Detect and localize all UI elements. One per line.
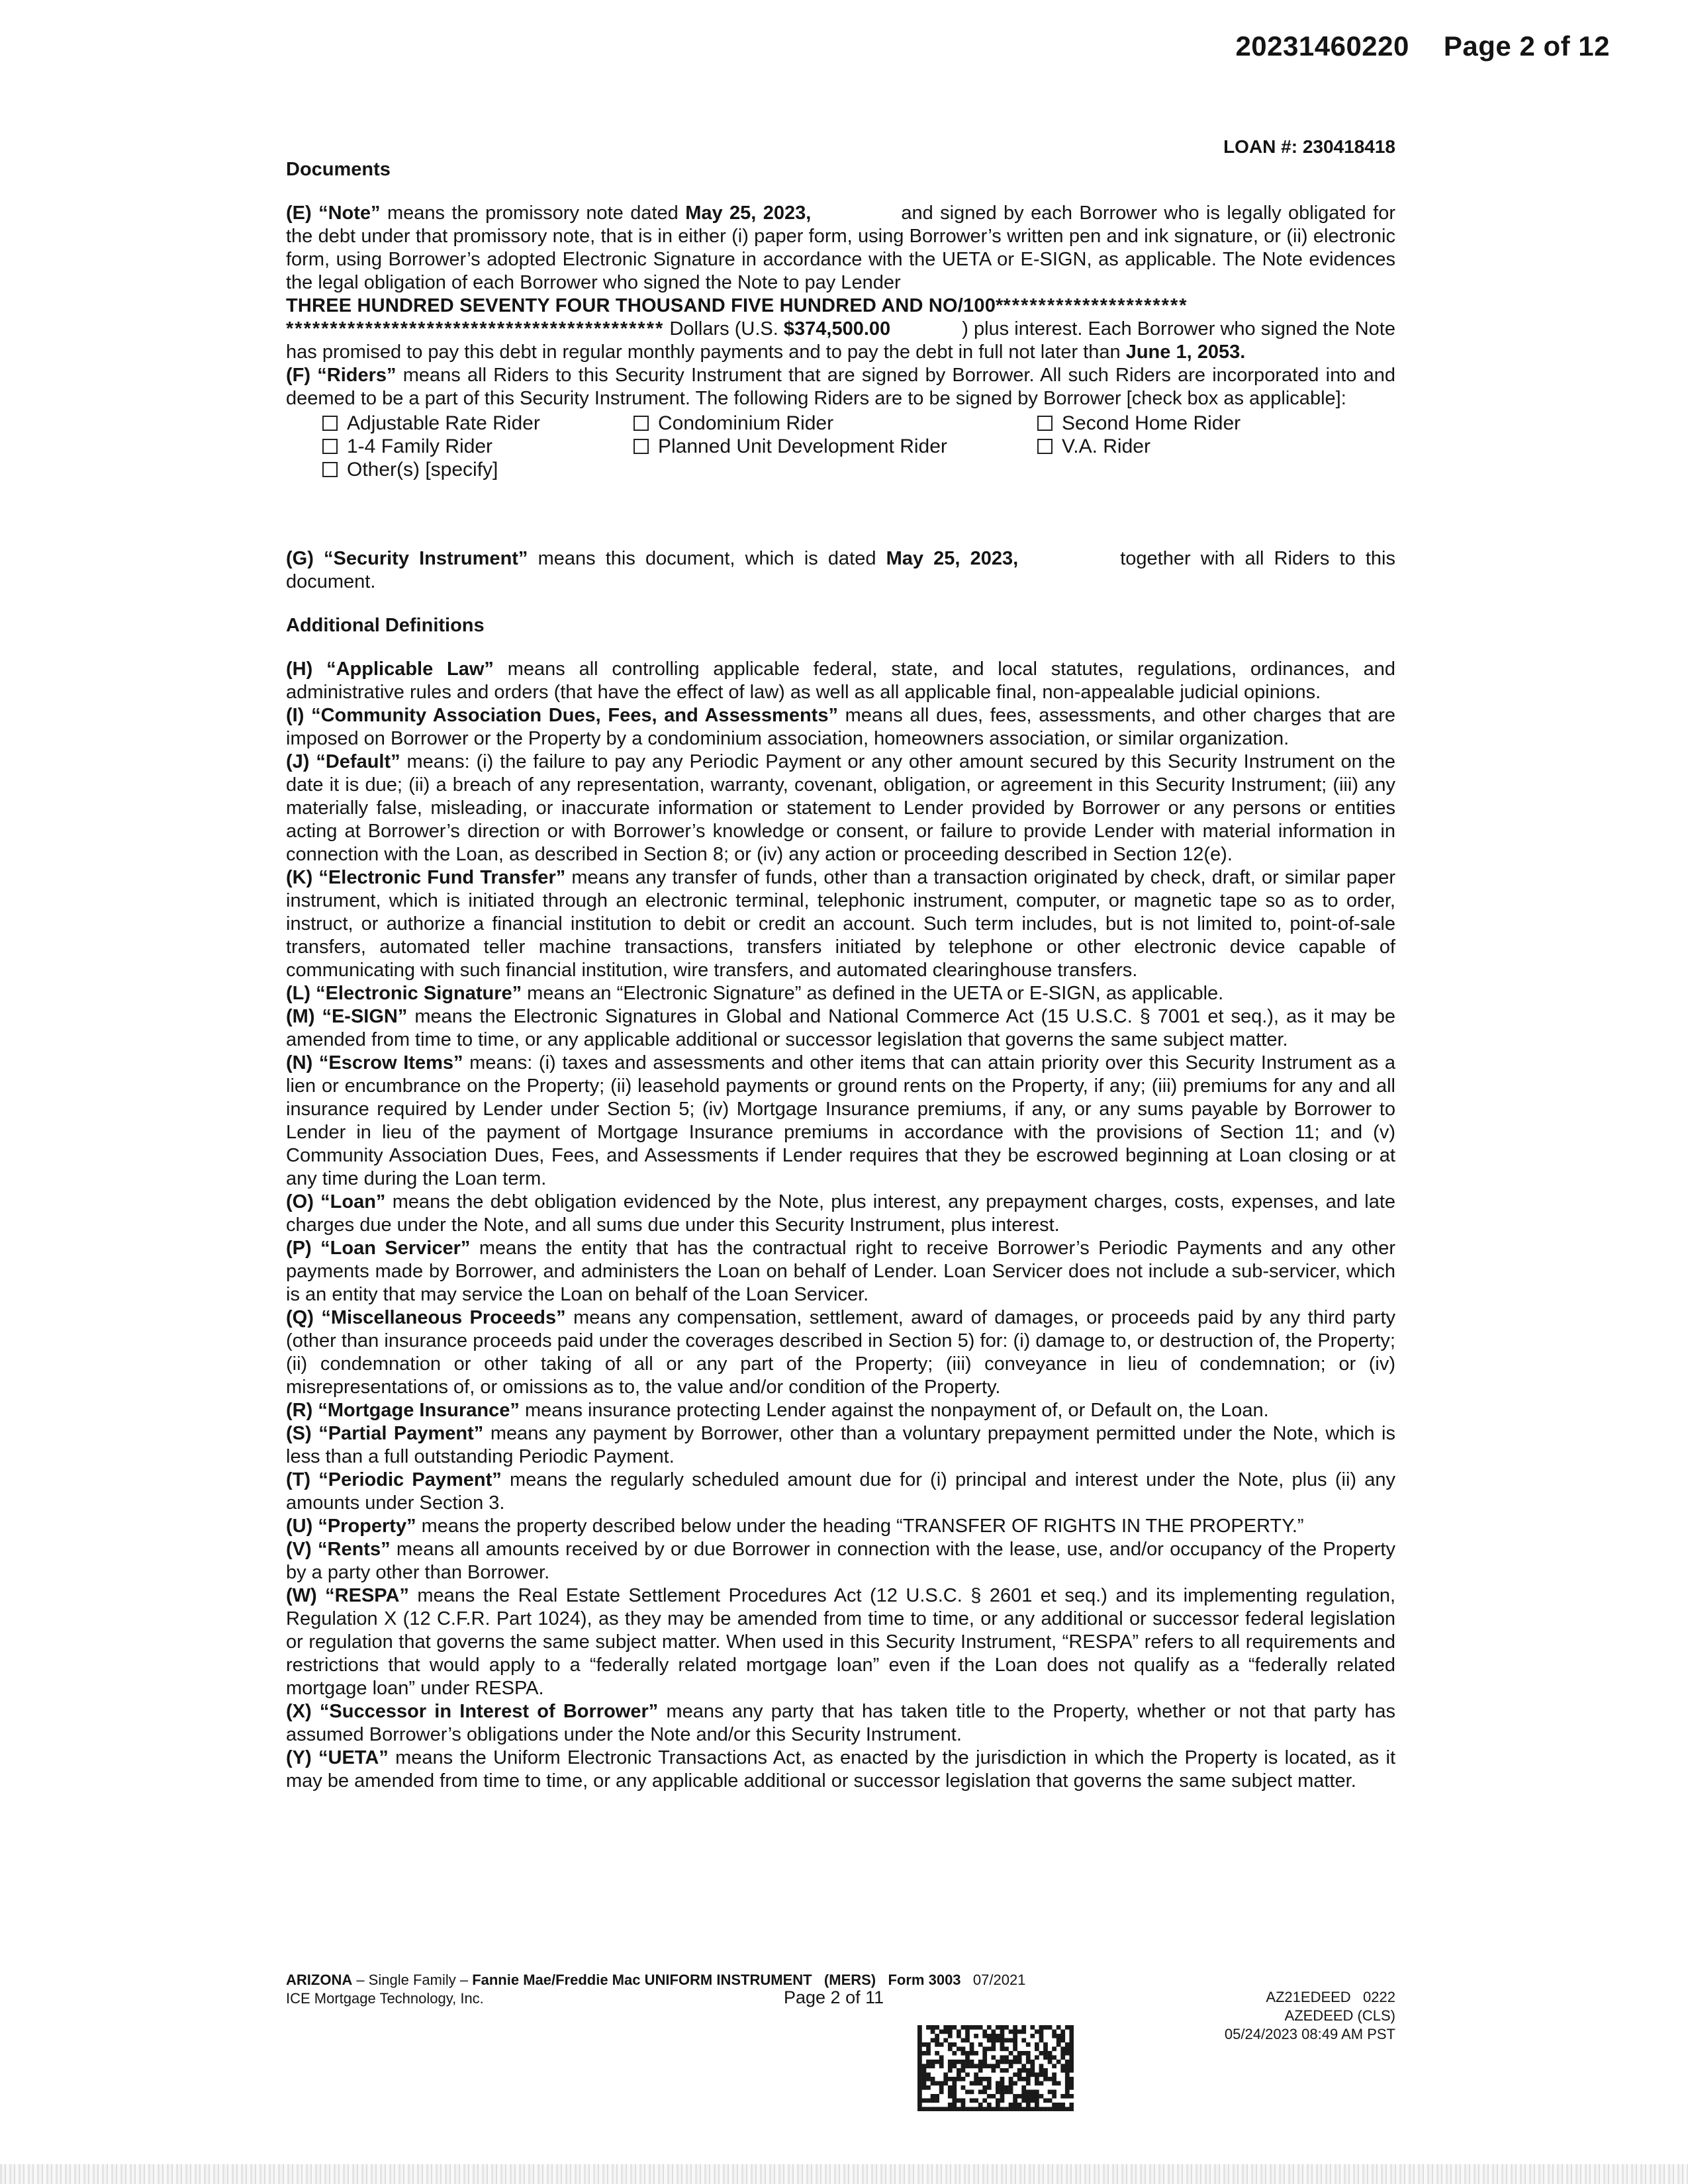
definition-item	[286, 982, 1395, 1005]
rider-option[interactable]	[633, 435, 1037, 458]
definition-text: means any party that has taken title to the Property, whether or not that party has assumed Borrower’s obligations under the Note and/or this Security Instrument.	[286, 1701, 1395, 1745]
rider-option[interactable]	[1037, 435, 1382, 458]
footer-codes	[1225, 1988, 1395, 2044]
definition-item	[286, 1005, 1395, 1052]
definition-text: means this document, which is dated	[528, 548, 886, 569]
definition-item	[286, 1747, 1395, 1793]
rider-label: Adjustable Rate Rider	[347, 412, 540, 434]
documents-section	[286, 159, 1395, 1793]
definition-id: (K)	[286, 867, 313, 888]
definition-text: means: (i) taxes and assessments and other items that can attain priority over this Security Instrument as a lien or encumbrance on the Property; (ii) leasehold payments or ground rents on the Property, if any; (iii) premiums for any and all insurance required by Lender under Section 5; (iv) Mortgage Insurance premiums, if any, or any sums payable by Borrower to Lender in lieu of the payment of Mortgage Insurance premiums in accordance with the provisions of Section 11; and (v) Community Association Dues, Fees, and Assessments if Lender requires that they be escrowed beginning at Loan closing or at any time during the Loan term.	[286, 1052, 1395, 1189]
amount-fill-stars: *******************************************	[286, 318, 665, 340]
rider-option[interactable]	[322, 435, 633, 458]
definition-term: “Electronic Fund Transfer”	[318, 867, 566, 888]
definition-term: “Miscellaneous Proceeds”	[321, 1307, 566, 1328]
definition-text: means all controlling applicable federal, state, and local statutes, regulations, ordinances, and administrative rules and orders (that have the effect of law) as well as all applicable final, non-appealable judicial opinions.	[286, 659, 1395, 703]
barcode-icon	[917, 2025, 1074, 2111]
definition-id: (V)	[286, 1539, 312, 1560]
note-date: May 25, 2023,	[685, 203, 812, 224]
definition-text: means the Electronic Signatures in Global and National Commerce Act (15 U.S.C. § 7001 et seq.), as it may be amended from time to time, or any applicable additional or successor legislation that governs the same subject matter.	[286, 1006, 1396, 1050]
security-instrument-date: May 25, 2023,	[886, 548, 1019, 569]
definition-id: (F)	[286, 365, 311, 386]
definition-security-instrument	[286, 547, 1395, 594]
definition-term: “Escrow Items”	[318, 1052, 463, 1073]
definition-item	[286, 1515, 1395, 1538]
definition-item	[286, 866, 1395, 982]
amount-in-words: THREE HUNDRED SEVENTY FOUR THOUSAND FIVE HUNDRED AND NO/100*	[286, 295, 1004, 316]
definition-text: together with all Riders to this document.	[286, 548, 1395, 592]
definition-term: “Note”	[318, 203, 381, 224]
definition-term: “Community Association Dues, Fees, and Assessments”	[311, 705, 838, 726]
footer-form: Form 3003	[888, 1972, 961, 1988]
definition-term: “Partial Payment”	[318, 1423, 484, 1444]
definition-id: (L)	[286, 983, 311, 1004]
footer-page-number: Page 2 of 11	[784, 1987, 884, 2007]
definition-id: (Y)	[286, 1747, 312, 1768]
definition-text: ) plus interest. Each Borrower who signed the Note has promised to pay this debt in regular monthly payments and to pay the debt in full not later than	[286, 318, 1395, 363]
definition-item	[286, 751, 1395, 866]
definition-item	[286, 1584, 1395, 1700]
definition-term: “Electronic Signature”	[316, 983, 522, 1004]
definition-id: (S)	[286, 1423, 312, 1444]
rider-label: Second Home Rider	[1062, 412, 1241, 434]
definition-riders	[286, 364, 1395, 410]
recording-header	[1235, 30, 1610, 62]
footer-vendor: ICE Mortgage Technology, Inc.	[286, 1990, 484, 2007]
definition-text: Dollars (U.S.	[664, 318, 784, 340]
definition-term: “Rents”	[318, 1539, 391, 1560]
definition-text: means all dues, fees, assessments, and other charges that are imposed on Borrower or the Property by a condominium association, homeowners association, or similar organization.	[286, 705, 1395, 749]
definition-id: (H)	[286, 659, 313, 680]
rider-label: Other(s) [specify]	[347, 459, 498, 480]
definition-text: means any payment by Borrower, other than a voluntary prepayment permitted under the Note, which is less than a full outstanding Periodic Payment.	[286, 1423, 1395, 1467]
definition-item	[286, 704, 1395, 751]
definition-term: “UETA”	[318, 1747, 389, 1768]
definition-id: (I)	[286, 705, 305, 726]
definition-text: means the entity that has the contractual right to receive Borrower’s Periodic Payments and any other payments made by Borrower, and administers the Loan on behalf of Lender. Loan Servicer does not include a sub-servicer, which is an entity that may service the Loan on behalf of the Loan Servicer.	[286, 1238, 1395, 1305]
definition-id: (W)	[286, 1585, 317, 1606]
page-footer	[286, 1971, 1395, 2050]
footer-form-title	[286, 1971, 1025, 1989]
riders-checklist	[322, 412, 1395, 481]
definition-item	[286, 1052, 1395, 1191]
definition-id: (N)	[286, 1052, 313, 1073]
recording-number: 20231460220	[1235, 30, 1409, 62]
definition-term: “Riders”	[317, 365, 397, 386]
definition-term: “Loan Servicer”	[320, 1238, 471, 1259]
definition-item	[286, 1399, 1395, 1422]
definition-item	[286, 1538, 1395, 1584]
footer-state: ARIZONA	[286, 1972, 353, 1988]
amount-fill-stars: *********************	[1003, 295, 1188, 316]
definition-item	[286, 1469, 1395, 1515]
definition-item	[286, 1422, 1395, 1469]
footer-mers: (MERS)	[823, 1972, 876, 1988]
definition-text: means any transfer of funds, other than a transaction originated by check, draft, or similar paper instrument, which is initiated through an electronic terminal, telephonic instrument, computer, or magnetic tape so as to order, instruct, or authorize a financial institution to debit or credit an account. Such term includes, but is not limited to, point-of-sale transfers, automated teller machine transactions, transfers initiated by telephone or other electronic device capable of communicating with such financial institution, wire transfers, and automated clearinghouse transfers.	[286, 867, 1395, 981]
footer-text: – Single Family –	[352, 1972, 473, 1988]
definition-id: (G)	[286, 548, 314, 569]
definition-item	[286, 1306, 1395, 1399]
scan-edge	[0, 2164, 1688, 2184]
definition-id: (O)	[286, 1191, 314, 1212]
loan-number: LOAN #: 230418418	[1223, 136, 1395, 157]
footer-code: AZEDEED (CLS)	[1284, 2007, 1395, 2024]
definition-text: means insurance protecting Lender against the nonpayment of, or Default on, the Loan.	[519, 1400, 1269, 1421]
checkbox[interactable]	[1037, 439, 1053, 454]
definition-id: (T)	[286, 1469, 311, 1490]
definitions-list	[286, 658, 1395, 1793]
rider-option[interactable]	[322, 458, 633, 481]
definition-text: means any compensation, settlement, award of damages, or proceeds paid by any third party (other than insurance proceeds paid under the coverages described in Section 5) for: (i) damage to, or destruction of, the Property; (ii) condemnation or other taking of all or any part of the Property; (iii) conveyance in lieu of condemnation; or (iv) misrepresentations of, or omissions as to, the value and/or condition of the Property.	[286, 1307, 1396, 1398]
checkbox[interactable]	[633, 439, 649, 454]
definition-term: “Default”	[316, 751, 400, 772]
definition-id: (X)	[286, 1701, 312, 1722]
footer-code: AZ21EDEED	[1266, 1989, 1351, 2005]
definition-id: (R)	[286, 1400, 313, 1421]
definition-text: means the Real Estate Settlement Procedures Act (12 U.S.C. § 2601 et seq.) and its implementing regulation, Regulation X (12 C.F.R. Part 1024), as they may be amended from time to time, or any additional or successor federal legislation or regulation that governs the same subject matter. When used in this Security Instrument, “RESPA” refers to all requirements and restrictions that would apply to a “federally related mortgage loan” even if the Loan does not qualify as a “federally related mortgage loan” under RESPA.	[286, 1585, 1396, 1699]
rider-option[interactable]	[633, 412, 1037, 435]
definition-text: means: (i) the failure to pay any Periodic Payment or any other amount secured by this Security Instrument on the date it is due; (ii) a breach of any representation, warranty, covenant, obligation, or agreement in this Security Instrument; (iii) any materially false, misleading, or inaccurate information or statement to Lender provided by Borrower or any persons or entities acting at Borrower’s direction or with Borrower’s knowledge or consent, or failure to provide Lender with material information in connection with the Loan, as described in Section 8; or (iv) any action or proceeding described in Section 12(e).	[286, 751, 1395, 865]
checkbox[interactable]	[633, 416, 649, 431]
definition-text: means the Uniform Electronic Transactions Act, as enacted by the jurisdiction in which the Property is located, as it may be amended from time to time, or any applicable additional or successor legislation that governs the same subject matter.	[286, 1747, 1395, 1792]
rider-label: Condominium Rider	[658, 412, 834, 434]
definition-item	[286, 1700, 1395, 1747]
definition-text: and signed by each Borrower who is legally obligated for the debt under that promissory note, that is in either (i) paper form, using Borrower’s written pen and ink signature, or (ii) electronic form, using Borrower’s adopted Electronic Signature in accordance with the UETA or E-SIGN, as applicable. The Note evidences the legal obligation of each Borrower who signed the Note to pay Lender	[286, 203, 1396, 293]
definition-id: (E)	[286, 203, 312, 224]
definition-text: means all Riders to this Security Instrument that are signed by Borrower. All such Riders are incorporated into and deemed to be a part of this Security Instrument. The following Riders are to be signed by Borrower [check box as applicable]:	[286, 365, 1395, 409]
definition-text: means the property described below under the heading “TRANSFER OF RIGHTS IN THE PROPERTY.”	[416, 1516, 1304, 1537]
definition-term: “Successor in Interest of Borrower”	[319, 1701, 659, 1722]
checkbox[interactable]	[322, 462, 338, 477]
definition-term: “RESPA”	[325, 1585, 409, 1606]
rider-option[interactable]	[322, 412, 633, 435]
documents-heading: Documents	[286, 159, 391, 180]
definition-term: “Loan”	[320, 1191, 386, 1212]
loan-amount: $374,500.00	[783, 318, 891, 340]
rider-label: 1-4 Family Rider	[347, 435, 493, 457]
rider-option[interactable]	[1037, 412, 1382, 435]
definition-id: (M)	[286, 1006, 315, 1027]
checkbox[interactable]	[1037, 416, 1053, 431]
definition-item	[286, 658, 1395, 704]
definition-item	[286, 1237, 1395, 1306]
footer-timestamp: 05/24/2023 08:49 AM PST	[1224, 2026, 1395, 2042]
definition-text: means an “Electronic Signature” as defined in the UETA or E-SIGN, as applicable.	[522, 983, 1224, 1004]
checkbox[interactable]	[322, 416, 338, 431]
footer-instrument: Fannie Mae/Freddie Mac UNIFORM INSTRUMENT	[472, 1972, 812, 1988]
maturity-date: June 1, 2053.	[1125, 341, 1246, 363]
definition-term: “Security Instrument”	[324, 548, 528, 569]
definition-term: “E-SIGN”	[322, 1006, 408, 1027]
definition-term: “Mortgage Insurance”	[318, 1400, 520, 1421]
definition-note	[286, 202, 1395, 364]
definition-term: “Applicable Law”	[326, 659, 494, 680]
definition-id: (P)	[286, 1238, 312, 1259]
definition-text: means the promissory note dated	[380, 203, 686, 224]
definition-term: “Property”	[318, 1516, 416, 1537]
checkbox[interactable]	[322, 439, 338, 454]
definition-text: means the debt obligation evidenced by the Note, plus interest, any prepayment charges, costs, expenses, and late charges due under the Note, and all sums due under this Security Instrument, plus interest.	[286, 1191, 1396, 1236]
rider-label: Planned Unit Development Rider	[658, 435, 947, 457]
additional-definitions-heading: Additional Definitions	[286, 615, 485, 636]
definition-text: means the regularly scheduled amount due for (i) principal and interest under the Note, plus (ii) any amounts under Section 3.	[286, 1469, 1395, 1514]
definition-text: means all amounts received by or due Borrower in connection with the lease, use, and/or occupancy of the Property by a party other than Borrower.	[286, 1539, 1395, 1583]
definition-term: “Periodic Payment”	[318, 1469, 502, 1490]
definition-id: (Q)	[286, 1307, 314, 1328]
recording-page: Page 2 of 12	[1443, 30, 1610, 62]
footer-code: 0222	[1363, 1989, 1395, 2005]
footer-form-date: 07/2021	[972, 1972, 1026, 1988]
definition-item	[286, 1191, 1395, 1237]
definition-id: (U)	[286, 1516, 313, 1537]
rider-label: V.A. Rider	[1062, 435, 1150, 457]
definition-id: (J)	[286, 751, 310, 772]
